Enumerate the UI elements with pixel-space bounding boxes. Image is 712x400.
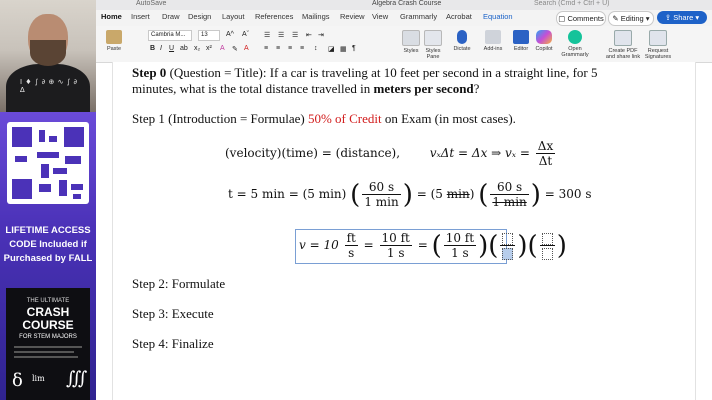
promo-line-2: CODE Included if xyxy=(9,239,87,250)
multilevel-list-icon[interactable]: ☰ xyxy=(292,32,299,39)
signature-icon xyxy=(649,30,667,46)
clipboard-icon xyxy=(106,30,122,44)
addins-button[interactable]: Add-ins xyxy=(480,30,506,52)
bullets-icon[interactable]: ☰ xyxy=(264,32,271,39)
promo-panel xyxy=(0,112,96,400)
webcam-feed xyxy=(0,0,96,112)
grow-font-button[interactable]: A^ xyxy=(226,31,234,38)
step0-line2: minutes, what is the total distance travelled in meters per second? xyxy=(132,81,480,96)
font-size-select[interactable]: 13 xyxy=(198,30,220,41)
styles-pane-button[interactable]: Styles Pane xyxy=(422,30,444,60)
qr-code[interactable] xyxy=(7,122,89,204)
highlight-icon[interactable]: ✎ xyxy=(232,46,238,53)
request-signatures-button[interactable]: Request Signatures xyxy=(642,30,674,60)
promo-line-1: LIFETIME ACCESS xyxy=(5,225,91,236)
line-spacing-icon[interactable]: ↕ xyxy=(314,45,318,52)
shirt-print: I ♦ ∫ ∂ ⊕ ∿ ∫ ∂ ∆ xyxy=(20,78,78,94)
step0-label: Step 0 xyxy=(132,65,167,80)
home-ribbon xyxy=(96,26,712,63)
text-effects-icon[interactable]: A xyxy=(220,45,225,52)
equation-time-conversion[interactable]: t = 5 min = (5 min) ( $\frac{60 s}{1 \min}$ ) = (5 min) ( $\frac{60 s}{1 \min}$ ) = 300 s xyxy=(228,179,592,210)
pencil-icon: ✎ xyxy=(612,14,621,23)
book-limit-symbol: lim xyxy=(32,374,45,383)
align-center-icon[interactable]: ≡ xyxy=(276,45,281,52)
book-integral-symbol: ∭ xyxy=(66,368,88,389)
fraction-10ft-1s: $\frac{10 ft}{1 s}$ xyxy=(381,231,410,260)
tab-home[interactable]: Home xyxy=(101,12,122,21)
pdf-icon xyxy=(614,30,632,46)
font-color-icon[interactable]: A xyxy=(244,45,249,52)
step1-line: Step 1 (Introduction = Formulae) 50% of Credit on Exam (in most cases). xyxy=(132,111,516,126)
editor-icon xyxy=(513,30,529,44)
tab-acrobat[interactable]: Acrobat xyxy=(446,12,472,21)
title-bar xyxy=(96,0,712,10)
autosave-toggle[interactable]: AutoSave xyxy=(136,0,167,7)
step0-line1: Step 0 (Question = Title): If a car is traveling at 10 feet per second in a straight line, for 5 xyxy=(132,65,598,80)
denominator-placeholder[interactable] xyxy=(542,248,553,260)
fraction-ft-s: $\frac{ft}{s}$ xyxy=(346,231,356,260)
fraction-dx-dt: $\frac{\Delta x}{\Delta t}$ xyxy=(537,139,554,168)
editor-button[interactable]: Editor xyxy=(510,30,532,52)
comment-icon: ▢ xyxy=(558,14,568,23)
align-left-icon[interactable]: ≡ xyxy=(264,45,269,52)
fraction-60s-1min-cancelled: $\frac{60 s}{1 \min}$ xyxy=(492,180,527,209)
borders-icon[interactable]: ▦ xyxy=(340,46,347,53)
superscript-button[interactable]: x² xyxy=(206,45,212,52)
empty-fraction-2[interactable] xyxy=(540,231,555,260)
book-title: CRASH COURSE xyxy=(22,305,74,332)
step4-line: Step 4: Finalize xyxy=(132,336,214,351)
presenter-beard xyxy=(30,40,66,66)
pilcrow-icon[interactable]: ¶ xyxy=(352,45,356,52)
tab-review[interactable]: Review xyxy=(340,12,365,21)
tab-references[interactable]: References xyxy=(255,12,294,21)
word-window xyxy=(96,0,712,400)
document-title: Algebra Crash Course xyxy=(372,0,442,7)
book-subtitle: THE ULTIMATE xyxy=(26,298,70,304)
promo-text xyxy=(2,224,94,266)
tab-design[interactable]: Design xyxy=(188,12,212,21)
chevron-down-icon: ▾ xyxy=(693,13,700,22)
fraction-10ft-1s-paren: $\frac{10 ft}{1 s}$ xyxy=(445,231,475,260)
copilot-button[interactable]: Copilot xyxy=(532,30,556,52)
document-page[interactable] xyxy=(112,62,696,400)
align-right-icon[interactable]: ≡ xyxy=(288,45,293,52)
shrink-font-button[interactable]: Aˇ xyxy=(242,31,249,38)
font-name-select[interactable]: Cambria M... xyxy=(148,30,192,41)
copilot-icon xyxy=(536,30,552,44)
strikethrough-button[interactable]: ab xyxy=(180,45,188,52)
tab-equation[interactable]: Equation xyxy=(483,12,513,21)
justify-icon[interactable]: ≡ xyxy=(300,45,305,52)
styles-button[interactable]: Styles xyxy=(398,30,424,54)
denominator-placeholder-selected[interactable] xyxy=(502,248,513,260)
subscript-button[interactable]: x₂ xyxy=(194,45,201,52)
editing-mode-button[interactable]: ✎ Editing ▾ xyxy=(608,11,654,26)
tab-mailings[interactable]: Mailings xyxy=(302,12,330,21)
addins-icon xyxy=(485,30,501,44)
tab-view[interactable]: View xyxy=(372,12,389,21)
fraction-60s-1min: $\frac{60 s}{1 \min}$ xyxy=(364,180,399,209)
dictate-button[interactable]: Dictate xyxy=(450,30,474,52)
numbering-icon[interactable]: ☰ xyxy=(278,32,285,39)
cancelled-min: min xyxy=(446,187,470,201)
styles-icon xyxy=(402,30,420,46)
numerator-placeholder[interactable] xyxy=(502,233,513,245)
promo-line-3: Purchased by FALL xyxy=(3,253,93,264)
equation-velocity[interactable]: (velocity)(time) = (distance), vₓΔt = Δx ⇒ vₓ = $\frac{\Delta x}{\Delta t}$ xyxy=(225,139,554,168)
step2-line: Step 2: Formulate xyxy=(132,276,226,291)
share-button[interactable]: ⇪ Share ▾ xyxy=(657,11,707,24)
left-video-panel xyxy=(0,0,96,400)
underline-button[interactable]: U xyxy=(169,45,175,52)
chevron-down-icon: ▾ xyxy=(643,14,650,23)
grammarly-icon xyxy=(568,30,582,44)
book-tagline: FOR STEM MAJORS xyxy=(19,334,77,340)
empty-fraction-1[interactable] xyxy=(500,231,515,260)
equation-velocity-conversion[interactable]: v = 10 $\frac{ft}{s}$ = $\frac{10 ft}{1 s}$ = ( $\frac{10 ft}{1 s}$ )( )( ) xyxy=(299,230,567,261)
tab-grammarly[interactable]: Grammarly xyxy=(400,12,438,21)
comments-button[interactable]: ▢ Comments xyxy=(556,11,606,26)
increase-indent-icon[interactable]: ⇥ xyxy=(318,32,324,39)
book-cover xyxy=(6,288,90,400)
numerator-placeholder[interactable] xyxy=(542,233,553,245)
tab-draw[interactable]: Draw xyxy=(162,12,180,21)
microphone-icon xyxy=(457,30,467,44)
open-grammarly-button[interactable]: Open Grammarly xyxy=(560,30,590,58)
tab-insert[interactable]: Insert xyxy=(131,12,150,21)
share-icon: ⇪ xyxy=(664,13,674,22)
step3-line: Step 3: Execute xyxy=(132,306,214,321)
decrease-indent-icon[interactable]: ⇤ xyxy=(306,32,312,39)
bold-button[interactable]: B xyxy=(150,45,156,52)
tab-layout[interactable]: Layout xyxy=(222,12,245,21)
styles-pane-icon xyxy=(424,30,442,46)
paste-button[interactable]: Paste xyxy=(102,30,126,52)
credit-highlight: 50% of Credit xyxy=(307,111,382,126)
shading-icon[interactable]: ◪ xyxy=(328,46,335,53)
book-delta-symbol: δ xyxy=(12,370,23,391)
create-pdf-button[interactable]: Create PDF and share link xyxy=(604,30,642,60)
italic-button[interactable]: I xyxy=(160,45,162,52)
search-field[interactable]: Search (Cmd + Ctrl + U) xyxy=(534,0,610,7)
